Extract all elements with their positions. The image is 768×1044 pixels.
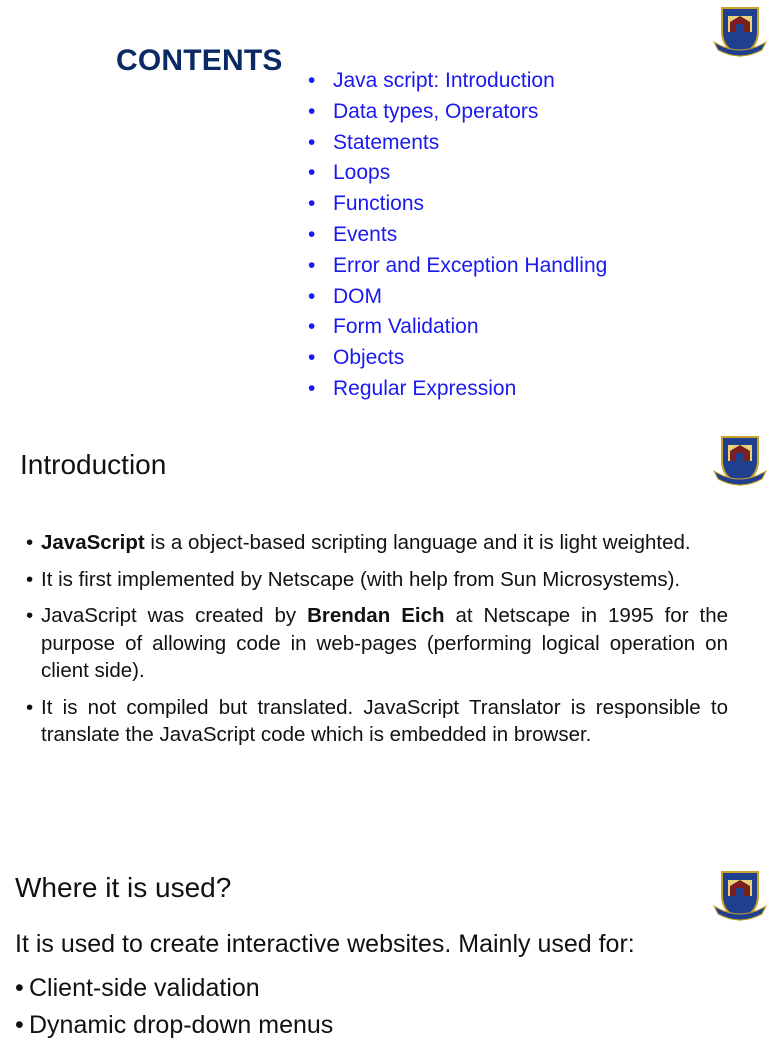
introduction-heading: Introduction: [20, 449, 167, 480]
toc-item[interactable]: • Objects: [308, 343, 607, 374]
toc-item[interactable]: • Error and Exception Handling: [308, 251, 607, 282]
toc-item[interactable]: • Events: [308, 220, 607, 251]
toc-item[interactable]: • Statements: [308, 128, 607, 159]
toc-item[interactable]: • Functions: [308, 189, 607, 220]
slide-introduction: [0, 425, 768, 850]
toc-item[interactable]: • Java script: Introduction: [308, 66, 607, 97]
slide-where-used: [0, 850, 768, 1039]
where-used-lead: It is used to create interactive websites. Mainly used for:: [15, 930, 635, 958]
college-crest-logo: [712, 431, 768, 489]
list-item: • JavaScript is a object-based scripting language and it is light weighted.: [26, 529, 728, 557]
list-item: • It is first implemented by Netscape (with help from Sun Microsystems).: [26, 566, 728, 594]
where-used-list: [15, 970, 333, 1044]
toc-item[interactable]: • DOM: [308, 282, 607, 313]
list-item: • It is not compiled but translated. JavaScript Translator is responsible to translate the JavaScript code which is embedded in browser.: [26, 694, 728, 749]
list-item: • JavaScript was created by Brendan Eich at Netscape in 1995 for the purpose of allowing code in web-pages (performing logical operation on client side).: [26, 602, 728, 685]
toc-item[interactable]: • Loops: [308, 158, 607, 189]
college-crest-logo: [712, 2, 768, 60]
list-item: • Dynamic drop-down menus: [15, 1007, 333, 1044]
college-crest-logo: [712, 866, 768, 924]
list-item: • Client-side validation: [15, 970, 333, 1007]
toc-item[interactable]: • Regular Expression: [308, 374, 607, 405]
where-used-heading: Where it is used?: [15, 872, 232, 903]
introduction-bullets: [26, 529, 728, 758]
toc-item[interactable]: • Form Validation: [308, 312, 607, 343]
toc-item[interactable]: • Data types, Operators: [308, 97, 607, 128]
slide-contents: [0, 0, 768, 425]
contents-title: CONTENTS: [116, 44, 283, 77]
contents-list: [308, 66, 607, 405]
